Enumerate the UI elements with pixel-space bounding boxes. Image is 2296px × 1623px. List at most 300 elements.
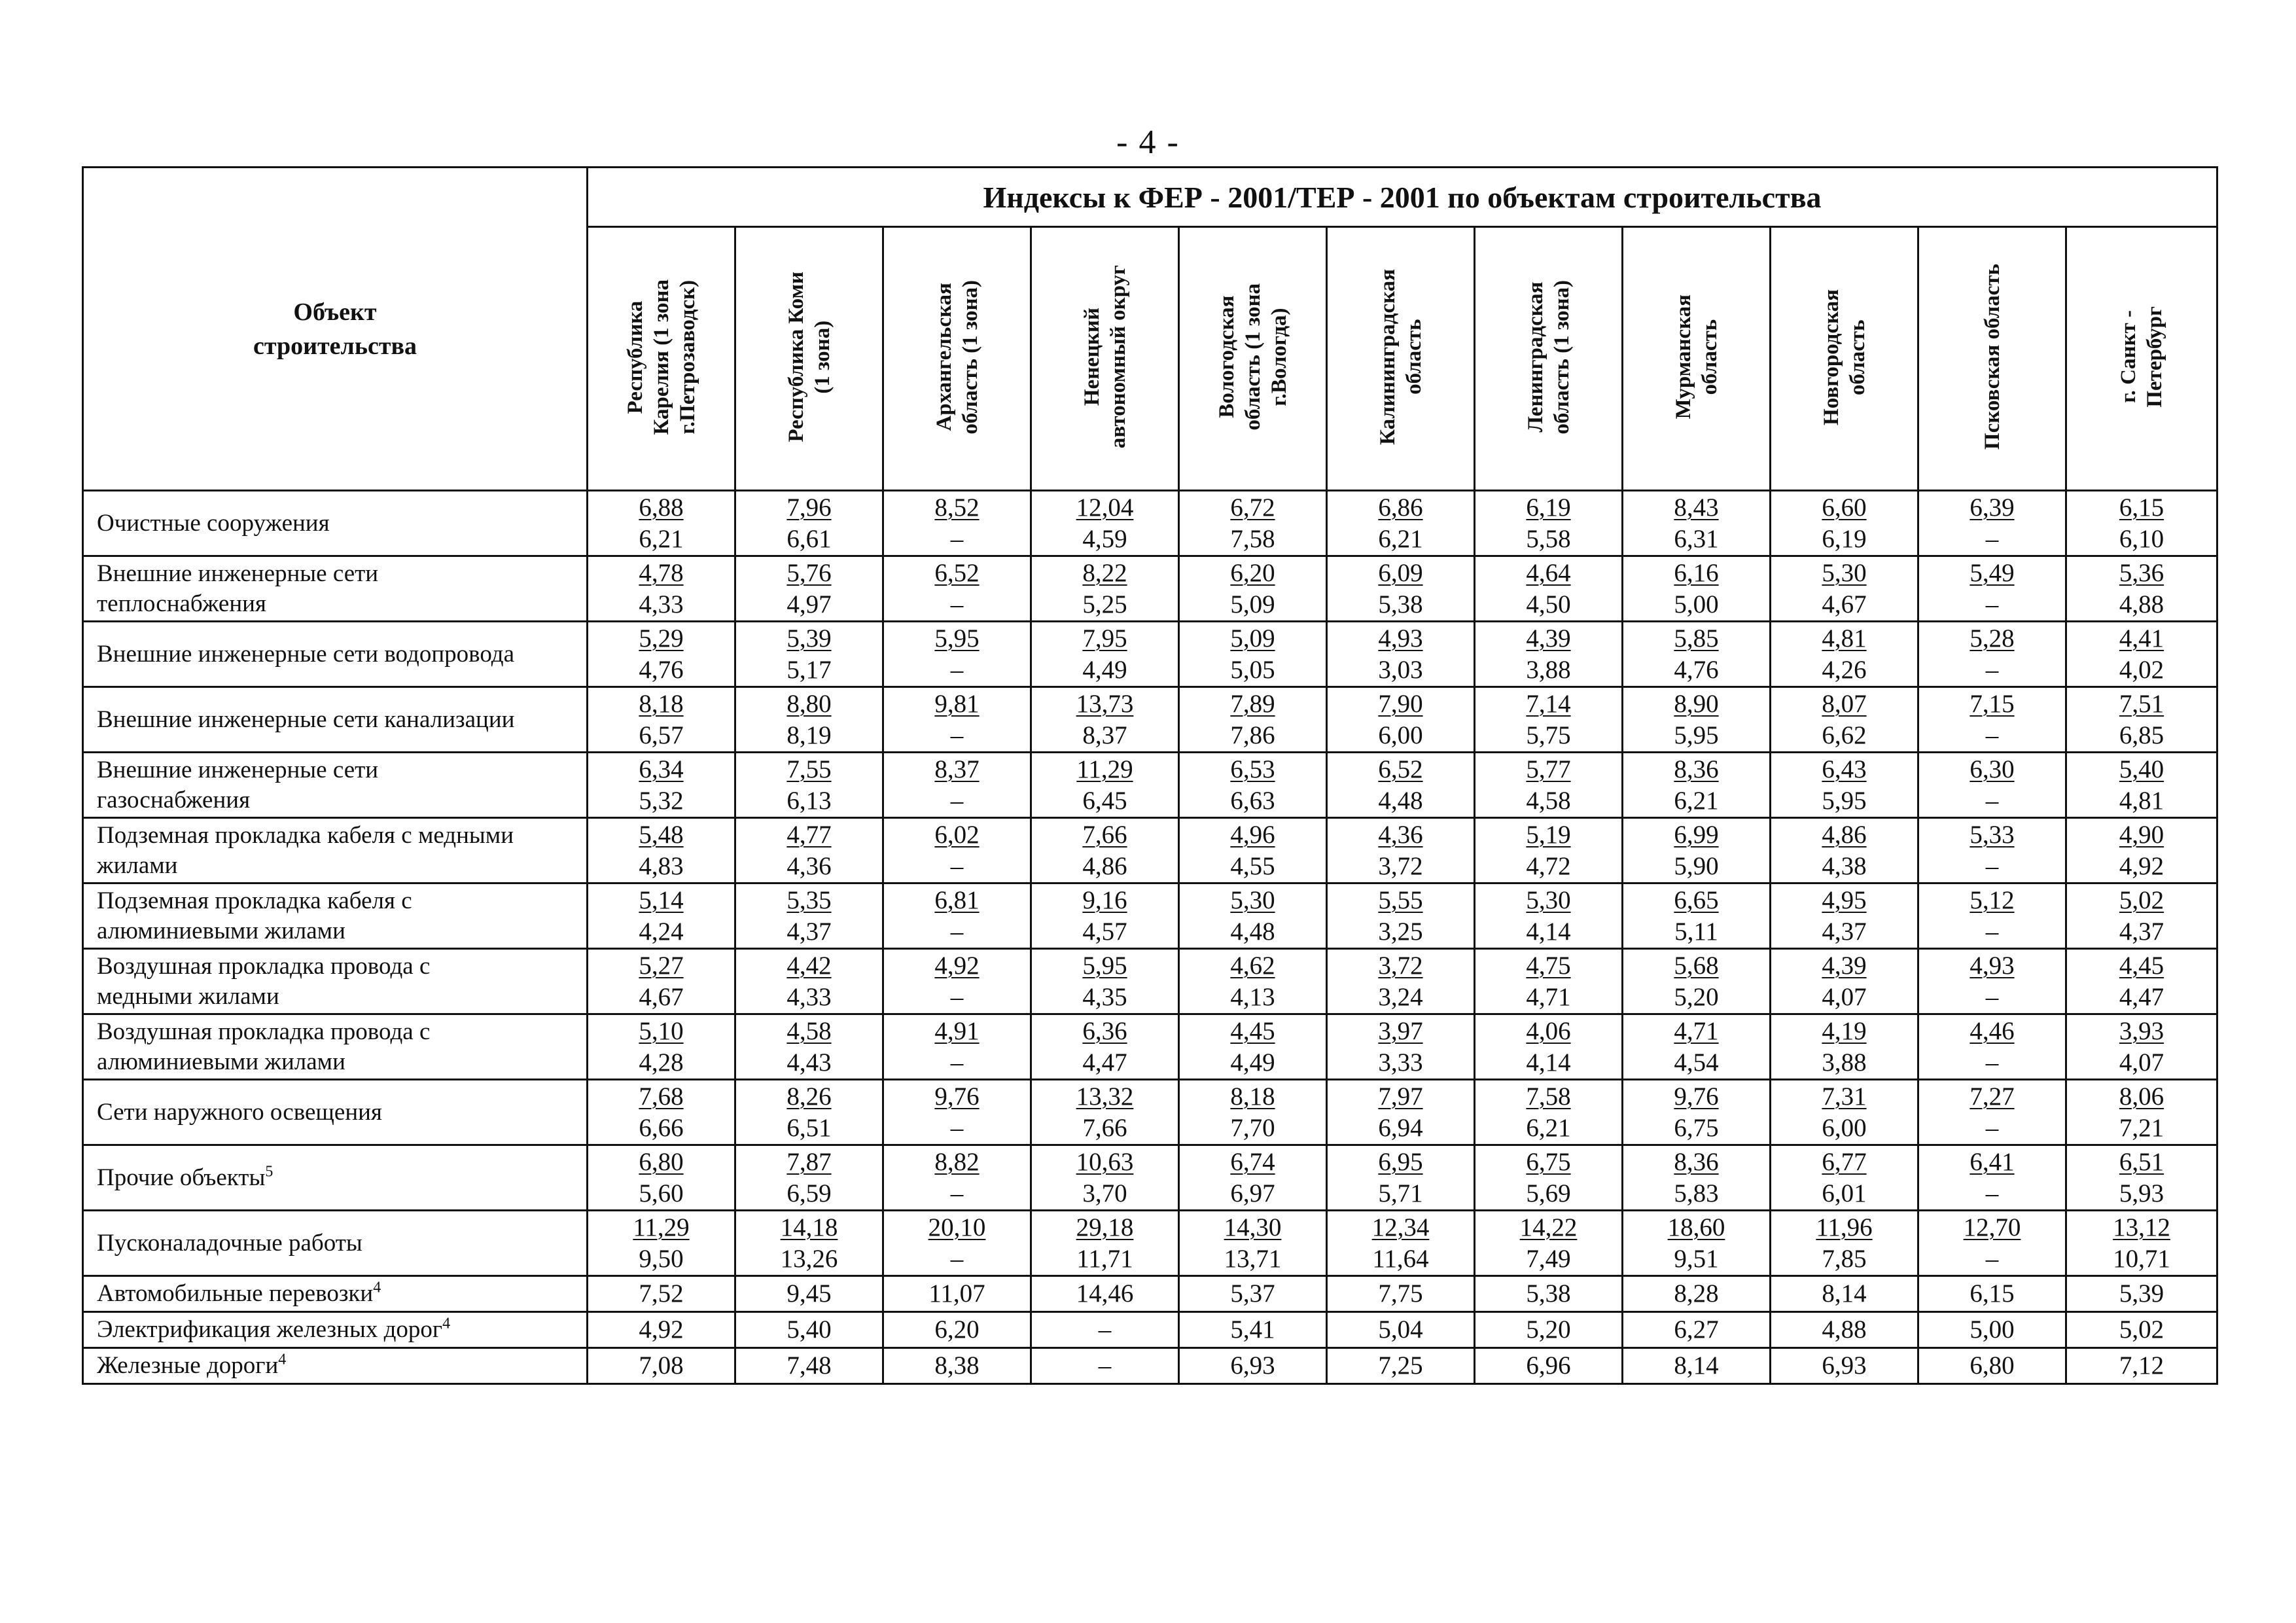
region-header-line: область: [1697, 319, 1722, 395]
value-ter: 4,71: [1526, 982, 1571, 1011]
value-ter: 4,02: [2119, 655, 2164, 684]
value-cell: [588, 491, 735, 556]
value-cell: [735, 556, 883, 622]
region-header-text: [2115, 306, 2168, 408]
value-fer: 4,93: [1378, 624, 1423, 652]
table-row: [83, 883, 2217, 949]
value-fer: 7,96: [786, 493, 832, 522]
value-ter: 6,51: [786, 1113, 832, 1142]
value-cell: [1179, 1211, 1327, 1276]
value-cell: [1918, 491, 2066, 556]
value-cell: [2066, 1080, 2217, 1145]
value-ter: 6,21: [1378, 524, 1423, 553]
value-fer: 5,49: [1969, 558, 2015, 587]
table-row: [83, 687, 2217, 753]
value-cell: [735, 1312, 883, 1348]
value-cell: [883, 556, 1031, 622]
value-cell: [1327, 1211, 1475, 1276]
value-ter: 4,55: [1230, 851, 1275, 880]
value-ter: –: [950, 590, 964, 618]
object-name-line-wrap: [97, 1351, 586, 1381]
value-cell: [1623, 1276, 1771, 1312]
value-fer: 11,96: [1816, 1213, 1873, 1241]
value-ter: –: [1985, 851, 1999, 880]
value-cell: [735, 1348, 883, 1384]
region-header-line: г.Вологда): [1267, 308, 1291, 406]
object-name-cell: [83, 1145, 588, 1211]
region-header-line: Псковская область: [1980, 264, 2004, 450]
table-row: [83, 1312, 2217, 1348]
value-single: 5,20: [1526, 1315, 1571, 1344]
region-header-2: [735, 227, 883, 491]
region-header-5: [1179, 227, 1327, 491]
value-fer: 7,14: [1526, 689, 1571, 718]
value-cell: [1918, 1080, 2066, 1145]
value-fer: 9,76: [934, 1082, 980, 1111]
value-ter: 7,86: [1230, 721, 1275, 749]
object-name-line-wrap: [97, 1315, 586, 1345]
value-fer: 7,95: [1082, 624, 1127, 652]
value-cell: [1918, 556, 2066, 622]
value-cell: [1031, 883, 1179, 949]
value-ter: –: [950, 1179, 964, 1207]
value-fer: 11,29: [1076, 755, 1133, 783]
value-ter: 6,01: [1822, 1179, 1867, 1207]
value-fer: 6,99: [1674, 820, 1719, 849]
value-cell: [1623, 1080, 1771, 1145]
value-cell: [588, 1348, 735, 1384]
value-fer: 5,30: [1230, 885, 1275, 914]
table-row: [83, 1348, 2217, 1384]
object-name-line: алюминиевыми жилами: [97, 917, 345, 944]
table-row: [83, 491, 2217, 556]
value-fer: 7,15: [1969, 689, 2015, 718]
value-cell: [1327, 556, 1475, 622]
value-fer: 3,93: [2119, 1016, 2164, 1045]
value-ter: 4,92: [2119, 851, 2164, 880]
value-fer: 7,97: [1378, 1082, 1423, 1111]
object-name-line-wrap: [97, 1279, 586, 1309]
value-cell: [1475, 622, 1623, 687]
value-fer: 4,95: [1822, 885, 1867, 914]
region-header-line: автономный округ: [1106, 265, 1130, 449]
value-fer: 4,90: [2119, 820, 2164, 849]
value-ter: 4,59: [1082, 524, 1127, 553]
value-ter: 5,71: [1378, 1179, 1423, 1207]
value-single: 5,41: [1230, 1315, 1275, 1344]
value-cell: [883, 491, 1031, 556]
value-fer: 20,10: [928, 1213, 986, 1241]
table-row: [83, 622, 2217, 687]
value-cell: [735, 1014, 883, 1080]
value-fer: 3,97: [1378, 1016, 1423, 1045]
value-cell: [1771, 556, 1918, 622]
region-header-line: Республика: [623, 300, 647, 414]
value-fer: 6,15: [2119, 493, 2164, 522]
value-cell: [1031, 556, 1179, 622]
value-fer: 5,10: [639, 1016, 684, 1045]
value-fer: 5,27: [639, 951, 684, 980]
value-fer: 5,68: [1674, 951, 1719, 980]
object-name-line: Очистные сооружения: [97, 509, 330, 537]
value-cell: [735, 1211, 883, 1276]
value-single: 4,92: [639, 1315, 684, 1344]
value-fer: 7,58: [1526, 1082, 1571, 1111]
value-cell: [1771, 1276, 1918, 1312]
value-cell: [1179, 491, 1327, 556]
region-header-line: Карелия (1 зона: [649, 279, 673, 435]
value-ter: 6,62: [1822, 721, 1867, 749]
region-header-10: [1918, 227, 2066, 491]
value-single: 7,12: [2119, 1351, 2164, 1380]
value-cell: [2066, 753, 2217, 818]
value-cell: [1179, 1080, 1327, 1145]
value-cell: [883, 1080, 1031, 1145]
value-fer: 6,88: [639, 493, 684, 522]
object-name-cell: [83, 883, 588, 949]
region-header-text: [1079, 265, 1131, 448]
value-ter: –: [1985, 1179, 1999, 1207]
object-name-cell: [83, 1080, 588, 1145]
value-ter: 4,24: [639, 917, 684, 946]
value-ter: –: [1985, 917, 1999, 946]
value-fer: 5,95: [934, 624, 980, 652]
value-single: 6,20: [934, 1315, 980, 1344]
value-ter: 6,63: [1230, 786, 1275, 815]
value-fer: 6,16: [1674, 558, 1719, 587]
value-ter: 4,35: [1082, 982, 1127, 1011]
value-single: 5,37: [1230, 1279, 1275, 1308]
value-ter: 9,50: [639, 1244, 684, 1273]
value-fer: 8,82: [934, 1147, 980, 1176]
value-ter: –: [1985, 786, 1999, 815]
value-single: 6,27: [1674, 1315, 1719, 1344]
value-fer: 6,52: [934, 558, 980, 587]
footnote-marker: 4: [442, 1315, 451, 1332]
value-cell: [1918, 1211, 2066, 1276]
value-cell: [1771, 1145, 1918, 1211]
value-ter: 7,66: [1082, 1113, 1127, 1142]
value-ter: 5,09: [1230, 590, 1275, 618]
value-fer: 8,52: [934, 493, 980, 522]
value-fer: 9,16: [1082, 885, 1127, 914]
region-header-11: [2066, 227, 2217, 491]
value-single: 11,07: [928, 1279, 985, 1308]
value-cell: [588, 556, 735, 622]
value-cell: [1031, 687, 1179, 753]
value-ter: 6,21: [639, 524, 684, 553]
value-fer: 7,55: [786, 755, 832, 783]
object-name-cell: [83, 556, 588, 622]
region-header-text: [1214, 283, 1292, 431]
value-cell: [883, 687, 1031, 753]
object-name-line: Внешние инженерные сети: [97, 560, 379, 587]
value-fer: 8,80: [786, 689, 832, 718]
value-cell: [1623, 1211, 1771, 1276]
footnote-marker: 4: [373, 1279, 381, 1296]
value-single: 5,40: [786, 1315, 832, 1344]
value-ter: 7,85: [1822, 1244, 1867, 1273]
object-name-cell: [83, 753, 588, 818]
value-cell: [1918, 1348, 2066, 1384]
value-ter: 4,07: [1822, 982, 1867, 1011]
value-fer: 6,52: [1378, 755, 1423, 783]
value-cell: [735, 687, 883, 753]
value-fer: 5,39: [786, 624, 832, 652]
value-cell: [1771, 622, 1918, 687]
value-cell: [2066, 949, 2217, 1014]
value-fer: 9,81: [934, 689, 980, 718]
value-fer: 11,29: [633, 1213, 690, 1241]
value-fer: 4,19: [1822, 1016, 1867, 1045]
value-ter: 3,72: [1378, 851, 1423, 880]
value-single: 5,39: [2119, 1279, 2164, 1308]
value-ter: 11,71: [1076, 1244, 1133, 1273]
value-fer: 4,46: [1969, 1016, 2015, 1045]
object-header-line: Объект: [293, 298, 377, 326]
value-fer: 5,40: [2119, 755, 2164, 783]
value-fer: 4,91: [934, 1016, 980, 1045]
value-cell: [1623, 1312, 1771, 1348]
value-single: 7,52: [639, 1279, 684, 1308]
value-ter: –: [1985, 1244, 1999, 1273]
object-name-text: Прочие объекты: [97, 1164, 266, 1191]
value-cell: [588, 883, 735, 949]
value-cell: [588, 1211, 735, 1276]
value-ter: 4,33: [786, 982, 832, 1011]
value-fer: 3,72: [1378, 951, 1423, 980]
value-ter: –: [950, 1244, 964, 1273]
value-cell: [1623, 1014, 1771, 1080]
value-ter: –: [1985, 1048, 1999, 1077]
value-fer: 5,95: [1082, 951, 1127, 980]
value-ter: 8,37: [1082, 721, 1127, 749]
value-cell: [1179, 883, 1327, 949]
value-ter: 4,81: [2119, 786, 2164, 815]
value-ter: 4,38: [1822, 851, 1867, 880]
value-single: 5,38: [1526, 1279, 1571, 1308]
object-name-cell: [83, 622, 588, 687]
value-ter: 6,19: [1822, 524, 1867, 553]
object-name-cell: [83, 1014, 588, 1080]
value-cell: [1327, 622, 1475, 687]
object-name-line: Подземная прокладка кабеля с: [97, 887, 412, 914]
value-fer: 4,81: [1822, 624, 1867, 652]
value-fer: 5,77: [1526, 755, 1571, 783]
region-header-text: [1375, 269, 1427, 445]
value-fer: 7,87: [786, 1147, 832, 1176]
value-ter: 5,75: [1526, 721, 1571, 749]
value-cell: [1771, 753, 1918, 818]
value-fer: 9,76: [1674, 1082, 1719, 1111]
value-cell: [735, 1145, 883, 1211]
value-fer: 4,96: [1230, 820, 1275, 849]
value-single: 5,04: [1378, 1315, 1423, 1344]
region-header-6: [1327, 227, 1475, 491]
value-fer: 12,34: [1371, 1213, 1430, 1241]
value-ter: 6,00: [1378, 721, 1423, 749]
object-name-line: Внешние инженерные сети водопровода: [97, 640, 515, 668]
value-fer: 4,42: [786, 951, 832, 980]
object-name-cell: [83, 949, 588, 1014]
value-fer: 7,66: [1082, 820, 1127, 849]
value-fer: 8,06: [2119, 1082, 2164, 1111]
value-cell: [1327, 818, 1475, 883]
value-cell: [1179, 687, 1327, 753]
object-name-cell: [83, 1348, 588, 1384]
value-cell: [1771, 818, 1918, 883]
value-fer: 6,65: [1674, 885, 1719, 914]
value-ter: 4,07: [2119, 1048, 2164, 1077]
page-number: - 4 -: [1116, 124, 1180, 161]
value-ter: 4,76: [1674, 655, 1719, 684]
value-cell: [1327, 1080, 1475, 1145]
value-cell: [1475, 1080, 1623, 1145]
value-ter: –: [1985, 655, 1999, 684]
region-header-9: [1771, 227, 1918, 491]
value-ter: –: [1985, 524, 1999, 553]
value-cell: [1327, 491, 1475, 556]
value-fer: 5,09: [1230, 624, 1275, 652]
value-cell: [2066, 883, 2217, 949]
value-ter: 4,57: [1082, 917, 1127, 946]
value-ter: 5,95: [1822, 786, 1867, 815]
value-cell: [2066, 622, 2217, 687]
value-ter: –: [950, 655, 964, 684]
value-fer: 18,60: [1667, 1213, 1725, 1241]
value-cell: [1918, 1276, 2066, 1312]
value-fer: 6,34: [639, 755, 684, 783]
value-fer: 14,22: [1519, 1213, 1578, 1241]
value-cell: [1031, 1312, 1179, 1348]
value-fer: 4,45: [2119, 951, 2164, 980]
value-ter: 5,11: [1674, 917, 1718, 946]
value-fer: 4,39: [1526, 624, 1571, 652]
value-single: 7,75: [1378, 1279, 1423, 1308]
value-fer: 6,77: [1822, 1147, 1867, 1176]
value-cell: [1771, 687, 1918, 753]
value-single: 5,02: [2119, 1315, 2164, 1344]
value-ter: 4,37: [2119, 917, 2164, 946]
value-cell: [735, 1080, 883, 1145]
value-fer: 5,36: [2119, 558, 2164, 587]
value-cell: [2066, 1211, 2217, 1276]
value-fer: 6,74: [1230, 1147, 1275, 1176]
object-name-line: медными жилами: [97, 982, 279, 1010]
region-header-line: Ненецкий: [1080, 308, 1104, 406]
value-ter: –: [1985, 982, 1999, 1011]
value-cell: [1327, 1348, 1475, 1384]
value-cell: [1475, 1211, 1623, 1276]
region-header-8: [1623, 227, 1771, 491]
value-fer: 7,51: [2119, 689, 2164, 718]
value-ter: 4,76: [639, 655, 684, 684]
value-cell: [588, 949, 735, 1014]
value-ter: 4,37: [786, 917, 832, 946]
value-fer: 8,18: [639, 689, 684, 718]
value-cell: [1179, 1276, 1327, 1312]
value-ter: 5,17: [786, 655, 832, 684]
value-cell: [1327, 1312, 1475, 1348]
region-header-line: Петербург: [2143, 306, 2166, 408]
object-name-line: Сети наружного освещения: [97, 1098, 382, 1126]
region-header-text: [783, 272, 836, 442]
value-ter: 7,49: [1526, 1244, 1571, 1273]
table-row: [83, 949, 2217, 1014]
value-cell: [588, 1312, 735, 1348]
value-fer: 5,30: [1526, 885, 1571, 914]
value-cell: [1327, 687, 1475, 753]
value-fer: 10,63: [1076, 1147, 1134, 1176]
value-cell: [588, 1276, 735, 1312]
value-ter: 3,70: [1082, 1179, 1127, 1207]
region-header-1: [588, 227, 735, 491]
region-header-line: область (1 зона: [1241, 283, 1265, 431]
object-name-line: Внешние инженерные сети: [97, 756, 379, 783]
value-cell: [1031, 753, 1179, 818]
object-name-cell: [83, 1312, 588, 1348]
value-cell: [1771, 491, 1918, 556]
table-body: [83, 491, 2217, 1384]
value-cell: [1918, 818, 2066, 883]
value-cell: [1031, 1276, 1179, 1312]
value-cell: [1179, 818, 1327, 883]
value-ter: 4,54: [1674, 1048, 1719, 1077]
value-fer: 7,68: [639, 1082, 684, 1111]
value-ter: 5,69: [1526, 1179, 1571, 1207]
value-fer: 8,07: [1822, 689, 1867, 718]
value-ter: 9,51: [1674, 1244, 1719, 1273]
value-ter: 4,37: [1822, 917, 1867, 946]
value-fer: 4,58: [786, 1016, 832, 1045]
value-fer: 5,28: [1969, 624, 2015, 652]
table-row: [83, 1080, 2217, 1145]
value-ter: 3,88: [1526, 655, 1571, 684]
value-fer: 6,36: [1082, 1016, 1127, 1045]
region-header-text: [622, 279, 701, 435]
value-ter: 4,13: [1230, 982, 1275, 1011]
value-fer: 5,76: [786, 558, 832, 587]
value-single: 8,28: [1674, 1279, 1719, 1308]
value-fer: 14,30: [1224, 1213, 1282, 1241]
value-fer: 6,53: [1230, 755, 1275, 783]
value-cell: [1475, 491, 1623, 556]
value-fer: 7,90: [1378, 689, 1423, 718]
value-ter: 4,47: [1082, 1048, 1127, 1077]
value-cell: [735, 622, 883, 687]
value-ter: 4,26: [1822, 655, 1867, 684]
object-name-line: Пусконаладочные работы: [97, 1229, 362, 1257]
value-ter: 6,66: [639, 1113, 684, 1142]
region-header-line: г. Санкт -: [2117, 310, 2140, 404]
value-cell: [1179, 1145, 1327, 1211]
region-header-line: Ленинградская: [1523, 281, 1547, 433]
value-cell: [1475, 949, 1623, 1014]
value-fer: 12,70: [1963, 1213, 2021, 1241]
value-ter: 4,86: [1082, 851, 1127, 880]
value-cell: [735, 1276, 883, 1312]
value-fer: 5,14: [639, 885, 684, 914]
region-header-line: область (1 зона): [1549, 279, 1574, 435]
value-ter: 8,19: [786, 721, 832, 749]
region-header-line: Мурманская: [1671, 294, 1695, 419]
value-cell: [2066, 1312, 2217, 1348]
value-single: 14,46: [1076, 1279, 1134, 1308]
value-ter: 4,33: [639, 590, 684, 618]
region-header-line: г.Петрозаводск): [675, 279, 699, 435]
value-fer: 6,75: [1526, 1147, 1571, 1176]
value-fer: 7,31: [1822, 1082, 1867, 1111]
